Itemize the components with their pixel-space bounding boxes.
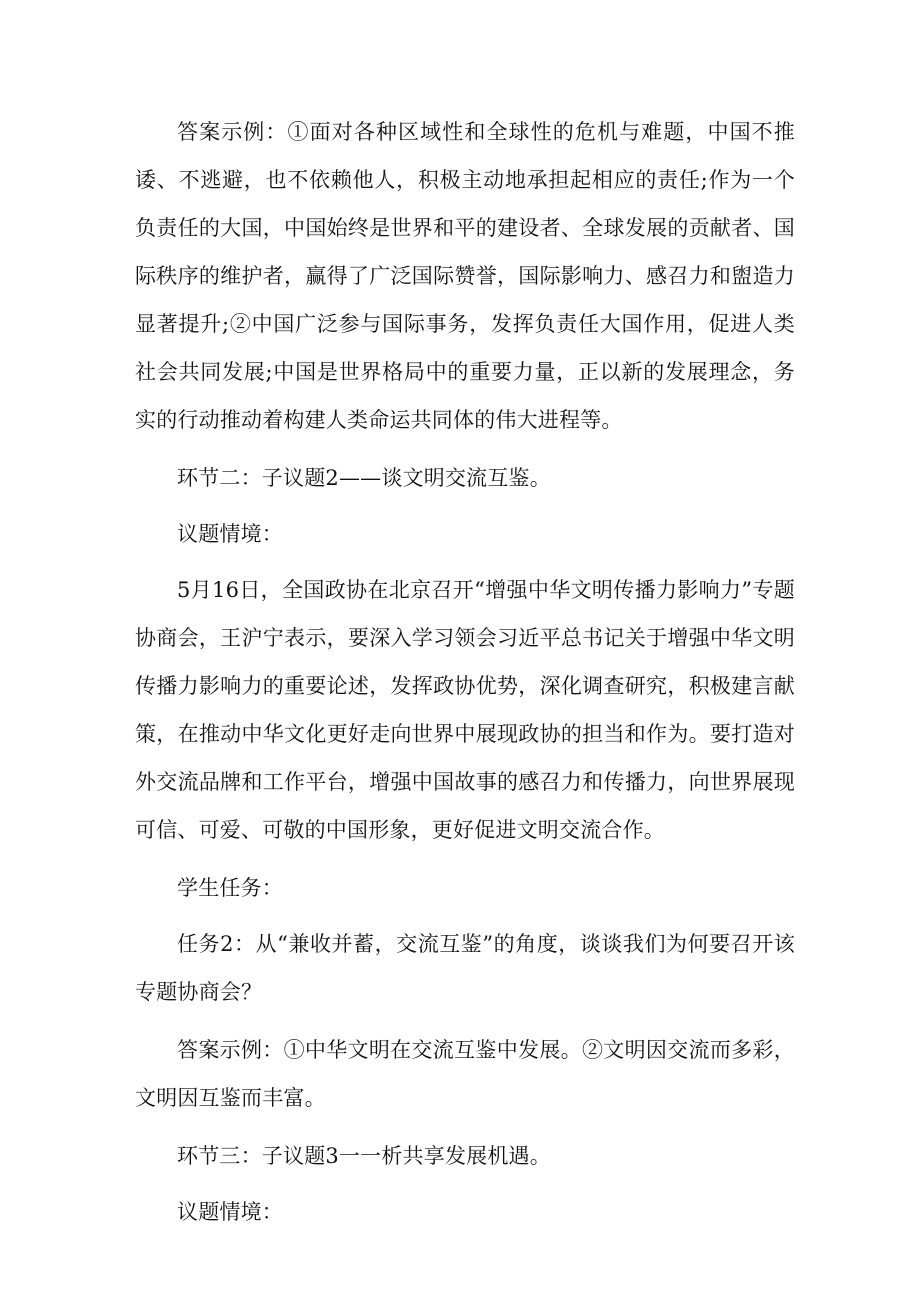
section-two-heading: 环节二：子议题2——谈文明交流互鉴。 <box>177 466 551 490</box>
student-task-label: 学生任务： <box>177 876 283 900</box>
section-three-heading: 环节三：子议题3一一析共享发展机遇。 <box>177 1144 551 1168</box>
topic-context-paragraph: 5月16日，全国政协在北京召开“增强中华文明传播力影响力”专题协商会，王沪宁表示，要深入学习领会习近平总书记关于增强中华文明传播力影响力的重要论述，发挥政协优势，深化调查研究，积极建言献策，在推动中华文化更好走向世界中展现政协的担当和作为。要打造对外交流品牌和工作平台，增强中国故事的感召力和传播力，向世界展现可信、可爱、可敬的中国形象，更好促进文明交流合作。 <box>135 578 795 842</box>
answer-example-paragraph-1: 答案示例：①面对各种区域性和全球性的危机与难题，中国不推诿、不逃避，也不依赖他人，积极主动地承担起相应的责任;作为一个负责任的大国，中国始终是世界和平的建设者、全球发展的贡献者、国际秩序的维护者，赢得了广泛国际赞誉，国际影响力、感召力和盥造力显著提升;②中国广泛参与国际事务，发挥负责任大国作用，促进人类社会共同发展;中国是世界格局中的重要力量，正以新的发展理念，务实的行动推动着构建人类命运共同体的伟大进程等。 <box>135 120 795 432</box>
answer-example-paragraph-2: 答案示例：①中华文明在交流互鉴中发展。②文明因交流而多彩，文明因互鉴而丰富。 <box>135 1038 795 1110</box>
task-two-paragraph: 任务2：从“兼收并蓄，交流互鉴”的角度，谈谈我们为何要召开该专题协商会？ <box>135 932 795 1004</box>
topic-context-label-1: 议题情境： <box>177 522 283 546</box>
document-body <box>135 108 795 1236</box>
topic-context-label-2: 议题情境： <box>177 1200 283 1224</box>
